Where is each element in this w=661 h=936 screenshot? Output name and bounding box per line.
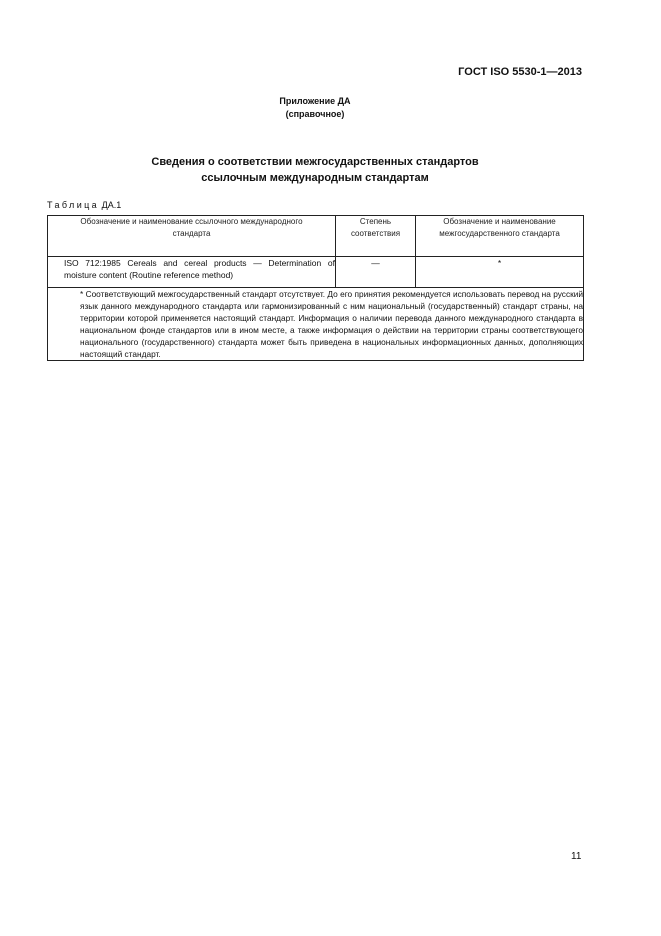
- page-number: 11: [571, 851, 582, 862]
- footnote-cell: [48, 288, 584, 361]
- standard-code: ГОСТ ISO 5530-1—2013: [458, 66, 582, 78]
- appendix-title: Приложение ДА: [279, 96, 351, 106]
- table-row: [48, 257, 584, 288]
- table-footnote-row: [48, 288, 584, 361]
- interstate-standard-cell: *: [416, 257, 584, 288]
- appendix-subtitle: (справочное): [285, 109, 345, 119]
- header-interstate-standard: Обозначение и наименование межгосударственного стандарта: [416, 216, 584, 257]
- header-reference-standard: Обозначение и наименование ссылочного международного стандарта: [48, 216, 336, 257]
- reference-standard-text: ISO 712:1985 Cereals and cereal products — Determination of moisture content (Routine reference method): [64, 258, 335, 280]
- section-title-line-1: Сведения о соответствии межгосударственных стандартов: [151, 156, 479, 168]
- table-header-row: [48, 216, 584, 257]
- footnote-text: * Соответствующий межгосударственный стандарт отсутствует. До его принятия рекомендуется использовать перевод на русский язык данного международного стандарта или гармонизированный с ним национальный (государственный) стандарт страны, на территории которой применяется настоящий стандарт. Информация о наличии перевода данного международного стандарта в национальном фонде стандартов или в ином месте, а также информация о действии на территории страны соответствующего национального (государственного) стандарта может быть приведена в национальных информационных данных, дополняющих настоящий стандарт.: [80, 289, 583, 359]
- table-label-prefix: Таблица: [47, 200, 100, 210]
- section-title-line-2: ссылочным международным стандартам: [201, 172, 429, 184]
- reference-standard-cell: [48, 257, 336, 288]
- degree-cell: —: [336, 257, 416, 288]
- compliance-table: [47, 215, 584, 361]
- header-degree-of-compliance: Степень соответствия: [336, 216, 416, 257]
- table-label: [47, 200, 121, 210]
- table-label-number: ДА.1: [101, 200, 122, 210]
